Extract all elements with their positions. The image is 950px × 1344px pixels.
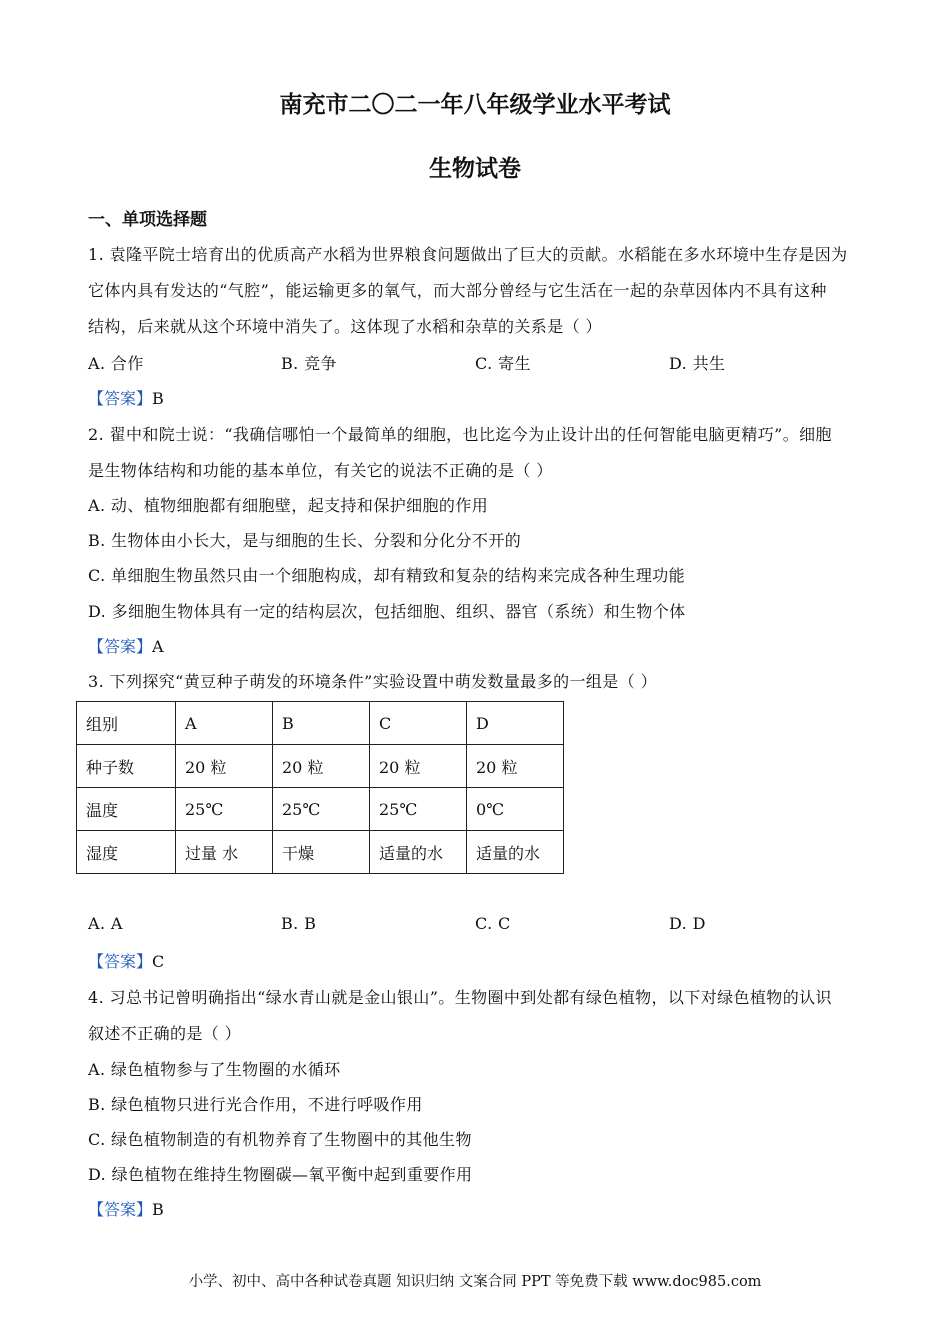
question-1-option-b: B. 竞争 [281, 354, 337, 373]
answer-value: A [152, 637, 164, 656]
question-4-option-a: A. 绿色植物参与了生物圈的水循环 [88, 1060, 341, 1079]
answer-value: B [152, 389, 164, 408]
table-row [77, 788, 564, 831]
page-footer: 小学、初中、高中各种试卷真题 知识归纳 文案合同 PPT 等免费下载 www.doc985.com [188, 1274, 762, 1290]
table-cell: 适量的水 [467, 831, 564, 874]
table-cell: 20 粒 [176, 745, 273, 788]
question-1-option-d: D. 共生 [669, 354, 726, 373]
section-heading: 一、单项选择题 [88, 210, 207, 230]
table-cell: 温度 [77, 788, 176, 831]
question-3-line-1: 3. 下列探究“黄豆种子萌发的环境条件”实验设置中萌发数量最多的一组是（ ） [88, 672, 657, 691]
question-4-option-d: D. 绿色植物在维持生物圈碳—氧平衡中起到重要作用 [88, 1165, 473, 1184]
table-cell: 25℃ [370, 788, 467, 831]
question-1-line-3: 结构，后来就从这个环境中消失了。这体现了水稻和杂草的关系是（ ） [88, 317, 602, 336]
question-3-option-c: C. C [475, 914, 511, 933]
question-1-line-2: 它体内具有发达的“气腔”，能运输更多的氧气，而大部分曾经与它生活在一起的杂草因体内不具有这种 [88, 281, 827, 300]
question-1-option-c: C. 寄生 [475, 354, 531, 373]
answer-value: C [152, 952, 165, 971]
question-4-line-2: 叙述不正确的是（ ） [88, 1024, 242, 1043]
question-4-line-1: 4. 习总书记曾明确指出“绿水青山就是金山银山”。生物圈中到处都有绿色植物，以下对绿色植物的认识 [88, 988, 832, 1007]
table-cell: 适量的水 [370, 831, 467, 874]
question-3-option-a: A. A [88, 914, 123, 933]
question-2-answer [88, 634, 164, 657]
question-2-option-a: A. 动、植物细胞都有细胞壁，起支持和保护细胞的作用 [88, 496, 489, 515]
question-3-option-b: B. B [281, 914, 317, 933]
table-cell: 20 粒 [273, 745, 370, 788]
table-cell: 0℃ [467, 788, 564, 831]
question-2-option-b: B. 生物体由小长大，是与细胞的生长、分裂和分化分不开的 [88, 531, 522, 550]
answer-label: 【答案】 [88, 1200, 153, 1219]
experiment-table [76, 701, 564, 874]
table-cell: B [273, 702, 370, 745]
question-2-line-2: 是生物体结构和功能的基本单位，有关它的说法不正确的是（ ） [88, 461, 553, 480]
page-subtitle: 生物试卷 [429, 156, 521, 182]
page-title: 南充市二〇二一年八年级学业水平考试 [279, 92, 671, 118]
question-4-option-b: B. 绿色植物只进行光合作用，不进行呼吸作用 [88, 1095, 423, 1114]
table-cell: D [467, 702, 564, 745]
table-cell: 25℃ [176, 788, 273, 831]
question-1-line-1: 1. 袁隆平院士培育出的优质高产水稻为世界粮食问题做出了巨大的贡献。水稻能在多水环境中生存是因为 [88, 245, 848, 264]
table-row [77, 702, 564, 745]
question-2-option-d: D. 多细胞生物体具有一定的结构层次，包括细胞、组织、器官（系统）和生物个体 [88, 602, 686, 621]
table-cell: 过量 水 [176, 831, 273, 874]
question-3-answer [88, 949, 164, 972]
question-2-option-c: C. 单细胞生物虽然只由一个细胞构成，却有精致和复杂的结构来完成各种生理功能 [88, 566, 686, 585]
question-3-option-d: D. D [669, 914, 706, 933]
answer-label: 【答案】 [88, 952, 153, 971]
answer-label: 【答案】 [88, 389, 153, 408]
table-cell: 组别 [77, 702, 176, 745]
table-row [77, 831, 564, 874]
question-1-answer [88, 386, 164, 409]
table-row [77, 745, 564, 788]
question-1-option-a: A. 合作 [88, 354, 144, 373]
answer-label: 【答案】 [88, 637, 153, 656]
table-cell: 20 粒 [467, 745, 564, 788]
table-cell: 干燥 [273, 831, 370, 874]
table-cell: 20 粒 [370, 745, 467, 788]
table-cell: 25℃ [273, 788, 370, 831]
table-cell: C [370, 702, 467, 745]
table-cell: 种子数 [77, 745, 176, 788]
question-4-answer [88, 1197, 164, 1220]
question-2-line-1: 2. 翟中和院士说：“我确信哪怕一个最简单的细胞，也比迄今为止设计出的任何智能电脑更精巧”。细胞 [88, 425, 832, 444]
table-cell: A [176, 702, 273, 745]
answer-value: B [152, 1200, 164, 1219]
table-cell: 湿度 [77, 831, 176, 874]
question-4-option-c: C. 绿色植物制造的有机物养育了生物圈中的其他生物 [88, 1130, 472, 1149]
